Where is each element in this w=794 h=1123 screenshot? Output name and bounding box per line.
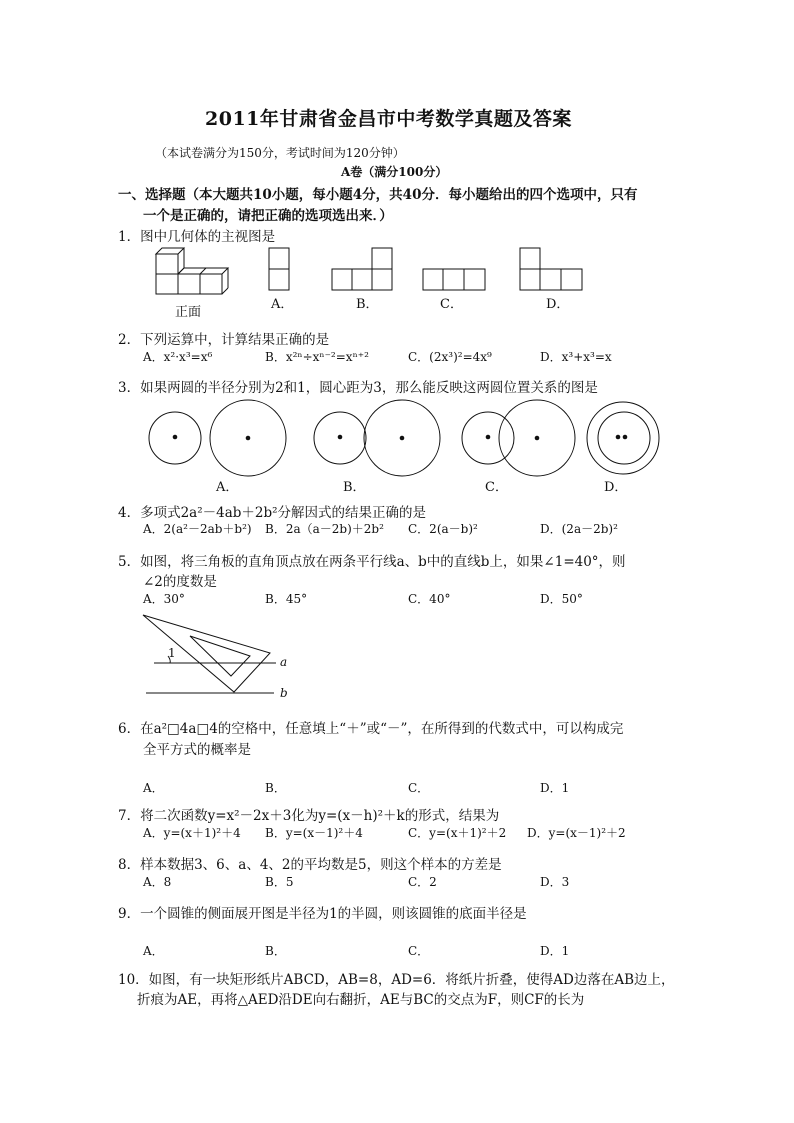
q1-caption: 正面 [175,305,202,320]
q7-option-b: B．y=(x－1)²＋4 [265,826,363,840]
q1-option-d-figure [519,247,583,291]
q5-angle-label: 1 [168,646,176,660]
q3-option-d: D． [604,480,628,495]
q5-option-a: A．30° [143,592,185,606]
part-heading-line2: 一个是正确的，请把正确的选项选出来．） [143,208,393,224]
q6-option-a: A． [143,781,164,795]
question-4-stem: 4．多项式2a²－4ab＋2b²分解因式的结果正确的是 [118,505,427,521]
q7-option-d: D．y=(x－1)²＋2 [527,826,626,840]
question-2-stem: 2．下列运算中，计算结果正确的是 [118,332,330,348]
q5-option-d: D．50° [540,592,583,606]
question-6-stem-line2: 全平方式的概率是 [143,742,251,758]
q7-option-a: A．y=(x＋1)²＋4 [143,826,241,840]
q4-option-a: A．2(a²－2ab＋b²) [143,522,252,536]
q2-option-a: A．x²·x³=x⁶ [143,350,213,364]
question-10-stem-line1: 10．如图，有一块矩形纸片ABCD，AB=8，AD=6．将纸片折叠，使得AD边落在AB边上， [118,972,675,988]
question-3-stem: 3．如果两圆的半径分别为2和1，圆心距为3，那么能反映这两圆位置关系的图是 [118,380,598,396]
q1-option-d: D． [546,297,570,312]
question-1-stem: 1．图中几何体的主视图是 [118,229,276,245]
q9-option-d: D．1 [540,944,570,958]
q1-option-b: B． [356,297,379,312]
q5-line-a-label: a [280,655,288,669]
question-10-stem-line2: 折痕为AE，再将△AED沿DE向右翻折，AE与BC的交点为F，则CF的长为 [137,992,585,1008]
q8-option-b: B．5 [265,875,294,889]
q8-option-c: C．2 [408,875,437,889]
q9-option-b: B． [265,944,286,958]
question-5-stem-line1: 5．如图，将三角板的直角顶点放在两条平行线a、b中的直线b上，如果∠1=40°，则 [118,554,626,570]
q3-option-a: A． [216,480,239,495]
q1-solid-figure [150,244,230,300]
q9-option-a: A． [143,944,164,958]
q3-option-c: C． [485,480,508,495]
q3-circles-figure [140,400,670,480]
q6-option-b: B． [265,781,286,795]
q6-option-d: D．1 [540,781,570,795]
q5-line-b-label: b [280,686,288,700]
q8-option-d: D．3 [540,875,570,889]
question-7-stem: 7．将二次函数y=x²－2x＋3化为y=(x－h)²＋k的形式，结果为 [118,808,500,824]
q2-option-b: B．x²ⁿ÷xⁿ⁻²=xⁿ⁺² [265,350,369,364]
section-heading: A卷（满分100分） [341,165,448,179]
q1-option-b-figure [331,247,393,291]
part-heading-line1: 一、选择题（本大题共10小题，每小题4分，共40分．每小题给出的四个选项中，只有 [118,187,638,203]
q7-option-c: C．y=(x＋1)²＋2 [408,826,507,840]
q9-option-c: C． [408,944,430,958]
q5-triangle-figure [140,612,300,702]
exam-note: （本试卷满分为150分，考试时间为120分钟） [155,146,405,160]
q4-option-c: C．2(a－b)² [408,522,478,536]
question-5-stem-line2: ∠2的度数是 [143,574,217,590]
question-6-stem-line1: 6．在a²□4a□4的空格中，任意填上“＋”或“－”，在所得到的代数式中，可以构成完 [118,721,624,737]
q8-option-a: A．8 [143,875,172,889]
q6-option-c: C． [408,781,430,795]
q1-option-c-figure [422,268,486,291]
q2-option-d: D．x³+x³=x [540,350,612,364]
question-9-stem: 9．一个圆锥的侧面展开图是半径为1的半圆，则该圆锥的底面半径是 [118,906,527,922]
q5-option-c: C．40° [408,592,451,606]
q2-option-c: C．(2x³)²=4x⁹ [408,350,492,364]
q1-option-a-figure [268,247,290,291]
q4-option-d: D．(2a－2b)² [540,522,618,536]
q4-option-b: B．2a（a－2b)＋2b² [265,522,384,536]
page-title: 2011年甘肃省金昌市中考数学真题及答案 [205,108,572,130]
q1-option-c: C． [440,297,463,312]
q5-option-b: B．45° [265,592,308,606]
question-8-stem: 8．样本数据3、6、a、4、2的平均数是5，则这个样本的方差是 [118,857,502,873]
q1-option-a: A． [271,297,294,312]
q3-option-b: B． [343,480,366,495]
